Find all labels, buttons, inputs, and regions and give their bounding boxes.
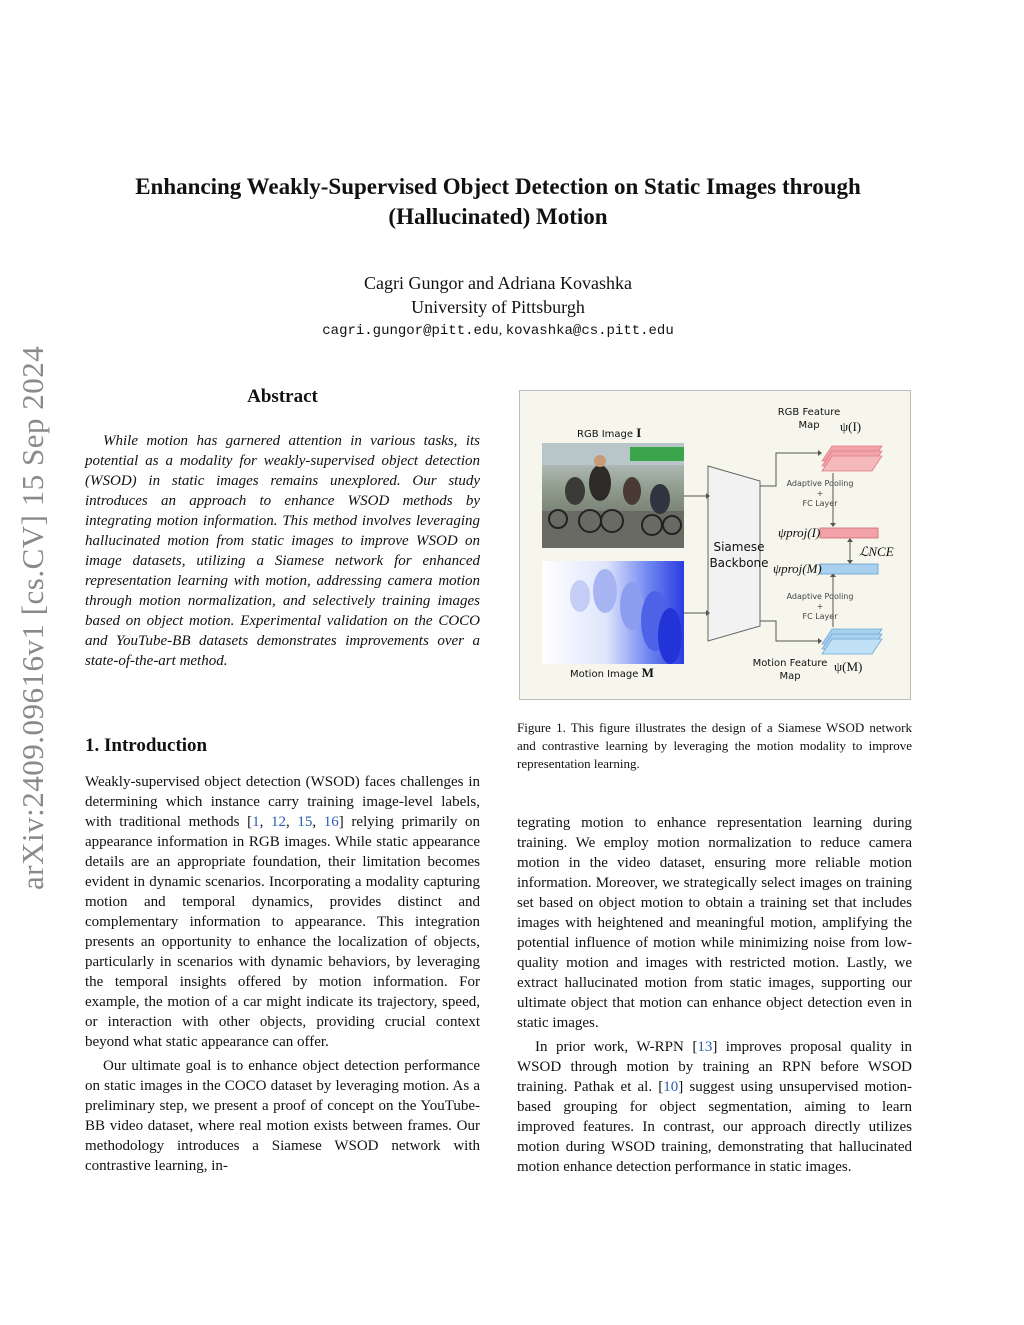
left-column-text (85, 772, 480, 1176)
cite-sep: , (312, 814, 324, 830)
motion-feature-symbol: ψ(M) (834, 659, 863, 674)
email-gungor[interactable]: cagri.gungor@pitt.edu (322, 323, 499, 339)
author-names: Cagri Gungor and Adriana Kovashka (364, 273, 632, 293)
siamese-backbone-label: Siamese Backbone (709, 540, 769, 570)
pooling-label-bottom: Adaptive Pooling + FC Layer (786, 592, 854, 621)
citation-1[interactable]: 1 (252, 814, 260, 830)
figure-1-caption: Figure 1. This figure illustrates the design of a Siamese WSOD network and contrastive learning by leveraging the motion modality to improve representation learning. (517, 720, 912, 771)
intro-p1-start: Weakly-supervised object detection (WSOD) faces challenges in determining which instance carry training image-level labels, with traditional methods [ (85, 774, 480, 830)
author-affiliation: University of Pittsburgh (411, 297, 585, 317)
pooling-label-top: Adaptive Pooling + FC Layer (786, 479, 854, 508)
motion-image-label: Motion Image M (570, 665, 654, 680)
abstract-heading: Abstract (247, 386, 318, 407)
contrastive-loss-label: ℒNCE (859, 544, 894, 559)
section-heading-introduction: 1. Introduction (85, 735, 208, 756)
title-line-1: Enhancing Weakly-Supervised Object Detection on Static Images through (135, 174, 861, 199)
intro-p4-start: In prior work, W-RPN [ (535, 1039, 698, 1055)
citation-12[interactable]: 12 (270, 814, 286, 830)
cite-sep: , (259, 814, 271, 830)
citation-16[interactable]: 16 (323, 814, 339, 830)
figure-1 (519, 390, 911, 700)
intro-p1-end: ] relying primarily on appearance information in RGB images. While static appearance details are an appropriate foundation, their limitation becomes evident in dynamic scenarios. Incorporating a modality capturing motion and temporal dynamics, provides distinct and complementary information to appearance. This integration presents an opportunity to enhance the localization of objects, particularly in scenarios with dynamic behaviors, by leveraging the temporal insights offered by motion information. For example, the motion of a car might indicate its trajectory, speed, or interaction with other objects, providing crucial context beyond what static appearance can offer. (85, 814, 481, 1050)
right-column-text (517, 813, 912, 1177)
cite-sep: , (285, 814, 298, 830)
citation-10[interactable]: 10 (663, 1079, 679, 1095)
intro-p4-end: ] suggest using unsupervised motion-based grouping for object segmentation, aiming to learn improved features. In contrast, our approach directly utilizes motion during WSOD training, demonstrating that hallucinated motion enhance detection performance in static images. (517, 1079, 912, 1175)
intro-paragraph-4 (517, 1037, 912, 1177)
paper-title (90, 172, 906, 232)
author-emails (90, 321, 906, 341)
intro-paragraph-2: Our ultimate goal is to enhance object detection performance on static images in the COCO dataset by leveraging motion. As a preliminary step, we present a proof of concept on the YouTube-BB video dataset, where real motion exists between frames. Our methodology introduces a Siamese WSOD network with contrastive learning, in- (85, 1058, 480, 1174)
email-separator: , (498, 323, 506, 338)
email-kovashka[interactable]: kovashka@cs.pitt.edu (505, 323, 674, 339)
abstract-text: While motion has garnered attention in various tasks, its potential as a modality for weakly-supervised object detection (WSOD) in static images remains unexplored. Our study introduces an approach to enhance WSOD methods by integrating motion information. This method involves leveraging hallucinated motion from static images to improve WSOD on image datasets, utilizing a Siamese network for enhanced representation learning with motion, addressing camera motion through motion normalization, and selectively training images based on object motion. Experimental validation on the COCO and YouTube-BB datasets demonstrates improvements over a state-of-the-art method. (85, 433, 480, 669)
rgb-feature-map-stack (822, 446, 882, 471)
rgb-projection-label: ψproj(I) (778, 525, 821, 540)
title-line-2: (Hallucinated) Motion (388, 204, 608, 229)
motion-feature-map-stack (822, 629, 882, 654)
citation-13[interactable]: 13 (697, 1039, 713, 1055)
rgb-image-photo (542, 443, 684, 548)
intro-p4-middle: ] improves proposal quality in WSOD through motion by training an RPN before WSOD training. Pathak et al. [ (517, 1039, 912, 1095)
motion-feature-map-label: Motion Feature Map (752, 658, 828, 682)
rgb-projection-vector (820, 528, 878, 538)
rgb-image-label: RGB Image I (577, 425, 642, 440)
rgb-feature-symbol: ψ(I) (840, 419, 862, 434)
motion-projection-label: ψproj(M) (773, 561, 822, 576)
motion-image-flow (542, 561, 684, 664)
intro-paragraph-3: tegrating motion to enhance representation learning during training. We employ motion normalization to reduce camera motion in the video dataset, ensuring more reliable motion information. Moreover, we strategically select images on training set based on object motion to obtain a training set that includes images with heightened and meaningful motion, amplifying the potential influence of motion while minimizing noise from low-quality motion and images with restricted motion. Lastly, we extract hallucinated motion from static images, supporting our ultimate object that motion can enhance object detection even in static images. (517, 815, 912, 1031)
arxiv-identifier: arXiv:2409.09616v1 [cs.CV] 15 Sep 2024 (15, 345, 50, 890)
intro-paragraph-1 (85, 772, 480, 1052)
rgb-feature-map-label: RGB Feature Map (777, 407, 841, 431)
motion-projection-vector (820, 564, 878, 574)
author-block (90, 271, 906, 319)
citation-15[interactable]: 15 (297, 814, 313, 830)
